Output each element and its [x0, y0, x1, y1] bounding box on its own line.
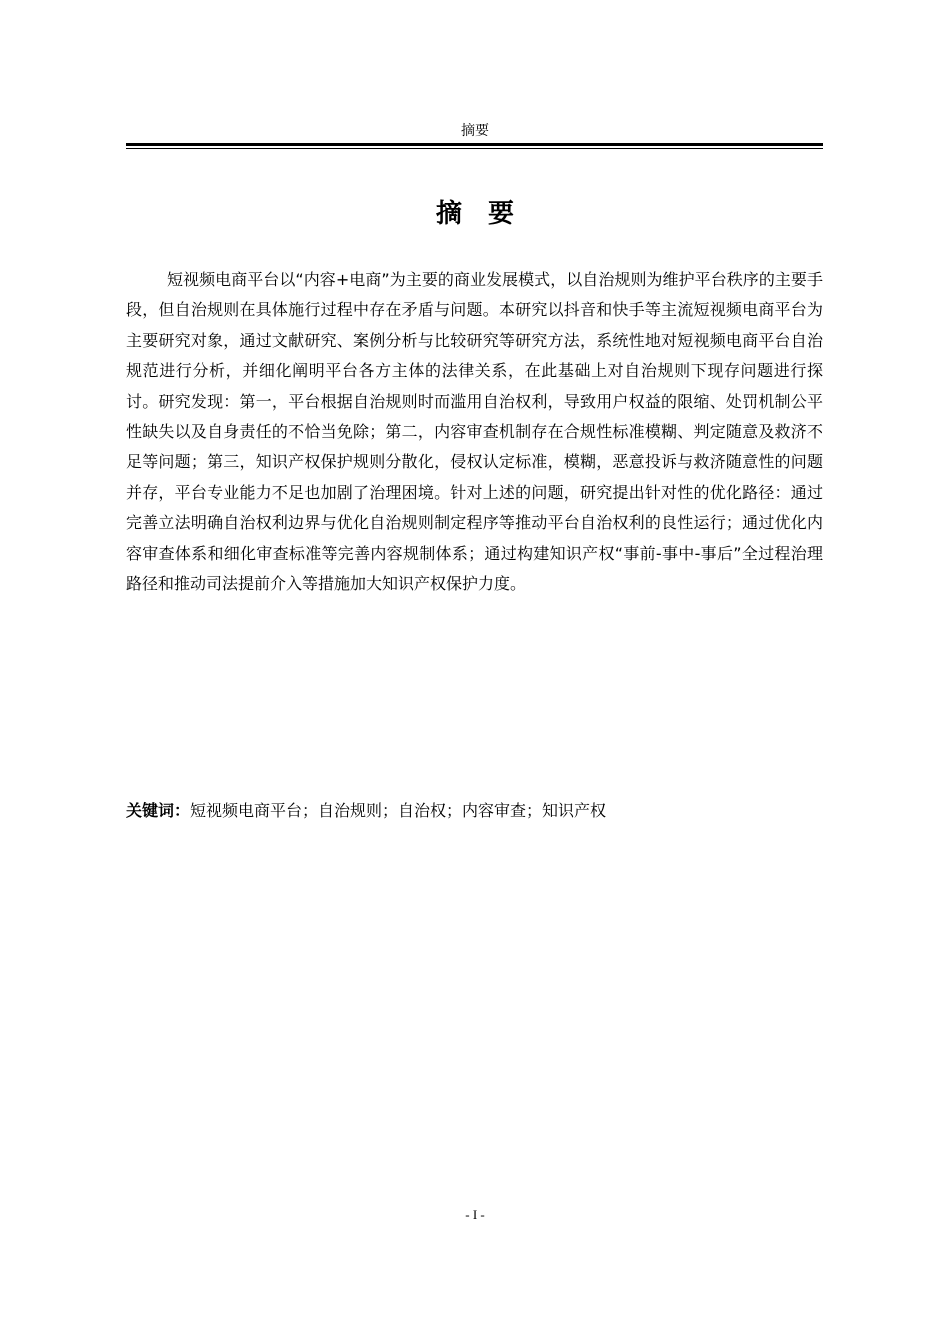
page-title: 摘要	[435, 199, 540, 229]
abstract-body: 短视频电商平台以“内容+电商”为主要的商业发展模式，以自治规则为维护平台秩序的主要手段，但自治规则在具体施行过程中存在矛盾与问题。本研究以抖音和快手等主流短视频电商平台为主要研究对象，通过文献研究、案例分析与比较研究等研究方法，系统性地对短视频电商平台自治规范进行分析，并细化阐明平台各方主体的法律关系，在此基础上对自治规则下现存问题进行探讨。研究发现：第一，平台根据自治规则时而滥用自治权利，导致用户权益的限缩、处罚机制公平性缺失以及自身责任的不恰当免除；第二，内容审查机制存在合规性标准模糊、判定随意及救济不足等问题；第三，知识产权保护规则分散化，侵权认定标准，模糊，恶意投诉与救济随意性的问题并存，平台专业能力不足也加剧了治理困境。针对上述的问题，研究提出针对性的优化路径：通过完善立法明确自治权利边界与优化自治规则制定程序等推动平台自治权利的良性运行；通过优化内容审查体系和细化审查标准等完善内容规制体系；通过构建知识产权“事前-事中-事后”全过程治理路径和推动司法提前介入等措施加大知识产权保护力度。	[126, 270, 823, 594]
header-rule-thin	[126, 148, 823, 149]
keywords-label: 关键词：	[126, 801, 191, 820]
header-rule-thick	[126, 143, 823, 146]
running-header: 摘要	[461, 123, 489, 139]
keywords-line	[126, 796, 823, 826]
page-number: - I -	[465, 1207, 485, 1222]
keywords-value: 短视频电商平台；自治规则；自治权；内容审查；知识产权	[190, 801, 607, 820]
